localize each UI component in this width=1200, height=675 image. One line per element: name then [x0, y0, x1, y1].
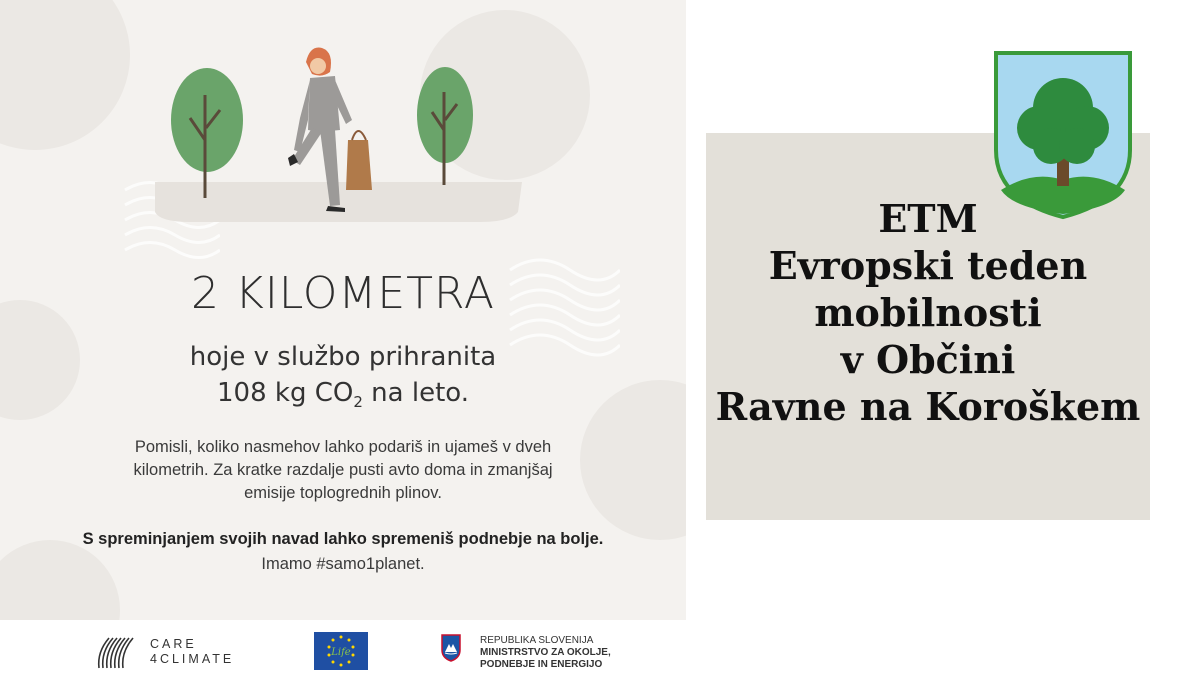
ministry-line-3: PODNEBJE IN ENERGIJO: [480, 659, 603, 670]
body-line: Pomisli, koliko nasmehov lahko podariš in ujameš v dveh: [134, 438, 552, 456]
co2-period: na leto.: [362, 378, 469, 408]
body-line: emisije toplogrednih plinov.: [244, 484, 442, 502]
body-line: kilometrih. Za kratke razdalje pusti avto doma in zmanjšaj: [133, 461, 553, 479]
slovenia-crest-icon: [441, 634, 461, 662]
co2-amount: 108 kg CO: [217, 378, 354, 408]
life-label: Life: [331, 647, 351, 658]
care4climate-logo-icon: [95, 634, 135, 670]
headline: 2 KILOMETRA: [191, 268, 495, 319]
ministry-line-1: REPUBLIKA SLOVENIJA: [480, 635, 594, 646]
care4climate-logo-text: [150, 637, 234, 667]
care-logo-line-1: CARE: [150, 637, 197, 651]
ministry-line-2: MINISTRSTVO ZA OKOLJE,: [480, 647, 611, 658]
co2-subscript: 2: [353, 393, 363, 412]
subheadline-line-1: hoje v službo prihranita: [189, 342, 497, 372]
etm-title: [706, 195, 1150, 430]
ministry-logo-text: [480, 635, 611, 671]
etm-title-line: Evropski teden: [768, 243, 1088, 288]
care-logo-line-2: 4CLIMATE: [150, 652, 235, 666]
tree-right: [417, 67, 473, 185]
etm-title-line: v Občini: [840, 337, 1016, 382]
etm-title-line: Ravne na Koroškem: [715, 384, 1141, 429]
call-to-action: S spreminjanjem svojih navad lahko spremeniš podnebje na bolje.: [82, 530, 604, 548]
ravne-coat-of-arms: [993, 50, 1133, 220]
tree-left: [171, 68, 243, 198]
eu-life-logo: [314, 632, 368, 670]
walking-woman-illustration: [0, 0, 686, 240]
hashtag-line: Imamo #samo1planet.: [261, 555, 425, 573]
etm-title-line: ETM: [878, 196, 978, 241]
etm-title-line: mobilnosti: [814, 290, 1042, 335]
background-circle: [0, 540, 120, 620]
body-paragraph: [40, 436, 646, 505]
subheadline-line-2: [0, 378, 686, 411]
